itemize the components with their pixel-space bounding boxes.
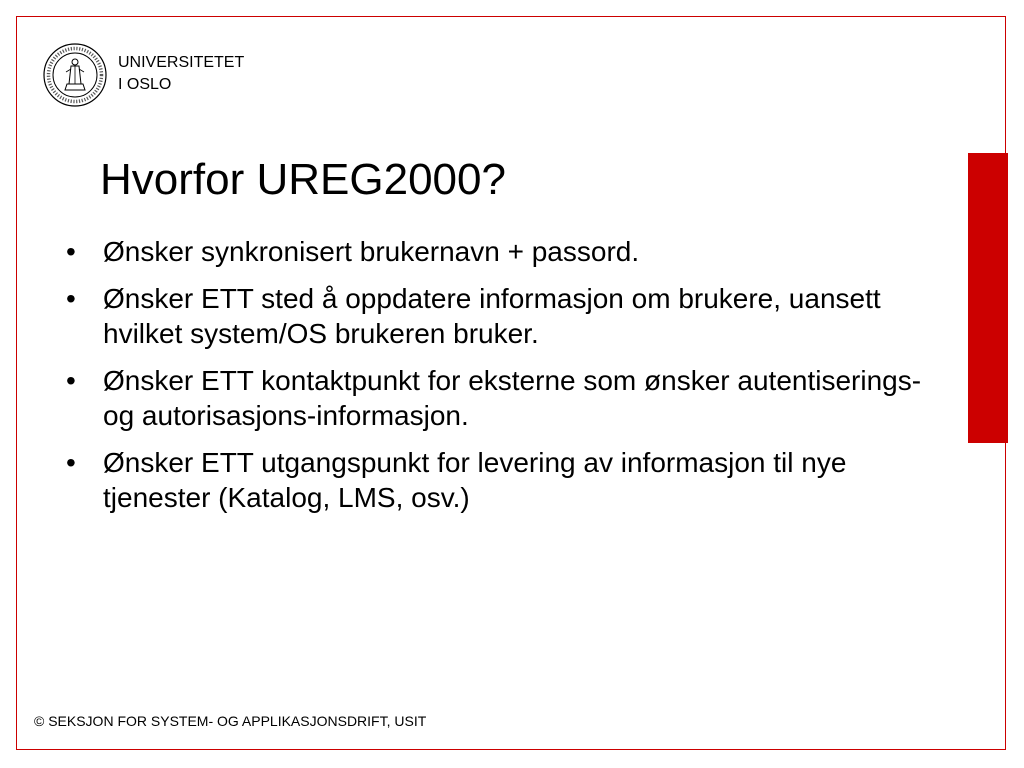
university-seal-icon	[42, 42, 108, 108]
bullet-text: Ønsker ETT kontaktpunkt for eksterne som ønsker autentiserings- og autorisasjons-informasjon.	[103, 365, 922, 431]
university-name	[118, 52, 244, 96]
bullet-item	[66, 363, 956, 433]
bullet-text: Ønsker synkronisert brukernavn + passord.	[103, 236, 640, 267]
slide-title: Hvorfor UREG2000?	[100, 155, 506, 204]
footer-copyright: © SEKSJON FOR SYSTEM- OG APPLIKASJONSDRIFT, USIT	[34, 713, 427, 729]
bullet-icon: •	[66, 236, 76, 267]
bullet-icon: •	[66, 283, 76, 314]
bullet-item	[66, 445, 956, 515]
bullet-icon: •	[66, 365, 76, 396]
bullet-text: Ønsker ETT utgangspunkt for levering av informasjon til nye tjenester (Katalog, LMS, osv.)	[103, 447, 847, 513]
bullet-text: Ønsker ETT sted å oppdatere informasjon om brukere, uansett hvilket system/OS brukeren bruker.	[103, 283, 881, 349]
accent-bar	[968, 153, 1008, 443]
bullet-item	[66, 234, 956, 269]
bullet-icon: •	[66, 447, 76, 478]
bullet-item	[66, 281, 956, 351]
university-name-line2: I OSLO	[118, 76, 172, 93]
bullet-list	[66, 234, 956, 527]
university-name-line1: UNIVERSITETET	[118, 54, 245, 71]
